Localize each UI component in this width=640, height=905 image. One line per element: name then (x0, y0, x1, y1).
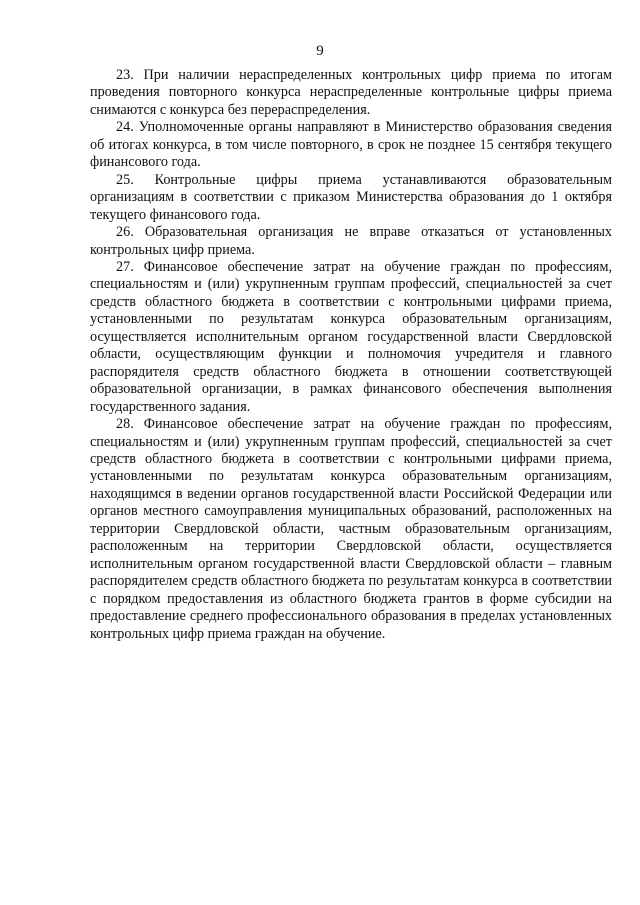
paragraph-25: 25. Контрольные цифры приема устанавливаются образовательным организациям в соответствии с приказом Министерства образования до 1 октября текущего финансового года. (90, 171, 612, 223)
paragraph-24: 24. Уполномоченные органы направляют в Министерство образования сведения об итогах конкурса, в том числе повторного, в срок не позднее 15 сентября текущего финансового года. (90, 119, 612, 171)
paragraph-28: 28. Финансовое обеспечение затрат на обучение граждан по профессиям, специальностям и (или) укрупненным группам профессий, специальностей за счет средств областного бюджета в соответствии с контрольными цифрами приема, установленными по результатам конкурса образовательным организациям, находящимся в ведении органов государственной власти Российской Федерации или органов местного самоуправления муниципальных образований, расположенных на территории Свердловской области, частным образовательным организациям, расположенным на территории Свердловской области, осуществляется исполнительным органом государственной власти Свердловской области – главным распорядителем средств областного бюджета по результатам конкурса в соответствии с порядком предоставления из областного бюджета грантов в форме субсидии на предоставление среднего профессионального образования в пределах установленных контрольных цифр приема граждан на обучение. (90, 416, 612, 642)
page-number: 9 (316, 43, 324, 59)
document-body (90, 67, 612, 643)
paragraph-27: 27. Финансовое обеспечение затрат на обучение граждан по профессиям, специальностям и (или) укрупненным группам профессий, специальностей за счет средств областного бюджета в соответствии с контрольными цифрами приема, установленными по результатам конкурса образовательным организациям, осуществляется исполнительным органом государственной власти Свердловской области, осуществляющим функции и полномочия учредителя и главного распорядителя средств областного бюджета в отношении соответствующей образовательной организации, в рамках финансового обеспечения выполнения государственного задания. (90, 258, 612, 415)
paragraph-23: 23. При наличии нераспределенных контрольных цифр приема по итогам проведения повторного конкурса нераспределенные контрольные цифры приема снимаются с конкурса без перераспределения. (90, 67, 612, 118)
paragraph-26: 26. Образовательная организация не вправе отказаться от установленных контрольных цифр приема. (90, 224, 612, 258)
